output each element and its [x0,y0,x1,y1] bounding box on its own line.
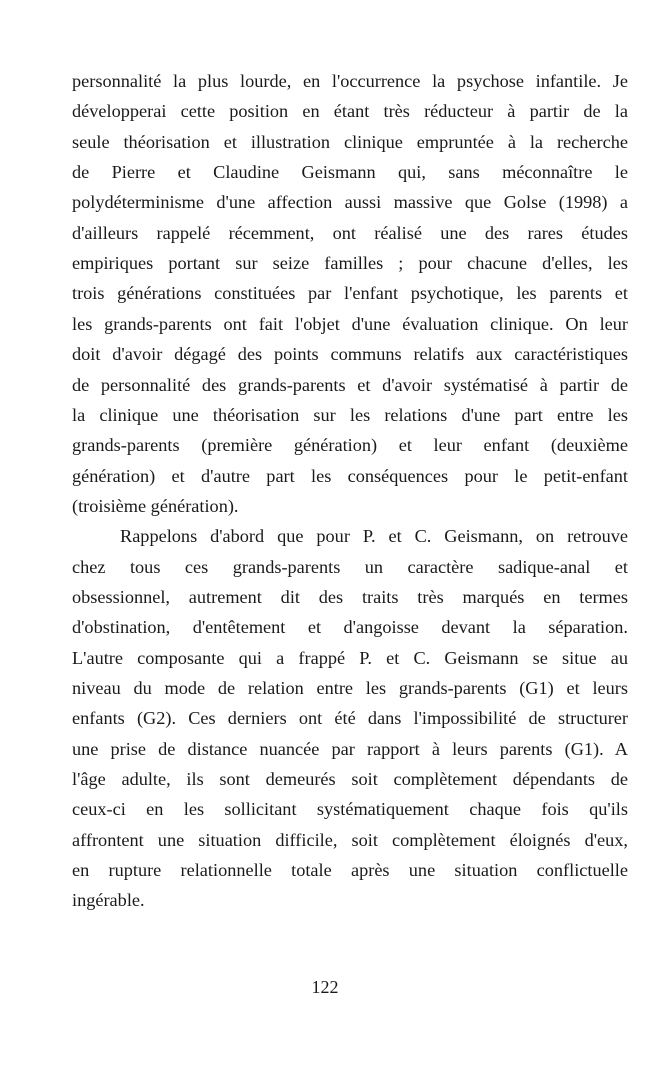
paragraph-2-line: Rappelons d'abord que pour P. et C. Geismann, on retrouve [120,526,628,547]
paragraph-2-line: une prise de distance nuancée par rapport à leurs parents (G1). A [72,738,628,759]
paragraph-1-line: d'ailleurs rappelé récemment, ont réalisé une des rares études [72,222,628,243]
paragraph-2 [72,521,628,916]
paragraph-1-line: de personnalité des grands-parents et d'avoir systématisé à partir de [72,374,628,395]
paragraph-2-line: ceux-ci en les sollicitant systématiquement chaque fois qu'ils [72,799,628,820]
paragraph-1-line: (troisième génération). [72,495,239,516]
paragraph-1-line: grands-parents (première génération) et leur enfant (deuxième [72,435,628,456]
paragraph-2-line: ingérable. [72,890,145,911]
paragraph-2-line: niveau du mode de relation entre les grands-parents (G1) et leurs [72,678,628,698]
paragraph-2-line: l'âge adulte, ils sont demeurés soit complètement dépendants de [72,769,628,790]
paragraph-1-line: doit d'avoir dégagé des points communs relatifs aux caractéristiques [72,344,628,365]
paragraph-2-line: L'autre composante qui a frappé P. et C. Geismann se situe au [72,647,628,668]
paragraph-1-line: les grands-parents ont fait l'objet d'une évaluation clinique. On leur [72,313,628,334]
paragraph-1-line: génération) et d'autre part les conséquences pour le petit-enfant [72,465,628,486]
paragraph-1-line: trois générations constituées par l'enfant psychotique, les parents et [72,283,628,304]
paragraph-1-line: de Pierre et Claudine Geismann qui, sans méconnaître le [72,162,628,183]
paragraph-1-line: empiriques portant sur seize familles ; pour chacune d'elles, les [72,253,628,274]
paragraph-1-line: polydéterminisme d'une affection aussi massive que Golse (1998) a [72,192,628,213]
paragraph-2-line: chez tous ces grands-parents un caractère sadique-anal et [72,556,628,577]
paragraph-2-line: affrontent une situation difficile, soit complètement éloignés d'eux, [72,829,628,850]
paragraph-2-line: obsessionnel, autrement dit des traits très marqués en termes [72,586,628,607]
paragraph-1-line: seule théorisation et illustration clinique empruntée à la recherche [72,131,628,152]
paragraph-2-line: d'obstination, d'entêtement et d'angoisse devant la séparation. [72,617,628,638]
paragraph-1-line: personnalité la plus lourde, en l'occurrence la psychose infantile. Je [72,71,628,91]
paragraph-1-line: la clinique une théorisation sur les relations d'une part entre les [72,404,628,425]
paragraph-1-line: développerai cette position en étant très réducteur à partir de la [72,101,628,122]
paragraph-1 [72,66,628,522]
paragraph-2-line: enfants (G2). Ces derniers ont été dans l'impossibilité de structurer [72,708,628,729]
paragraph-2-line: en rupture relationnelle totale après une situation conflictuelle [72,860,628,881]
page-number: 122 [311,977,339,997]
